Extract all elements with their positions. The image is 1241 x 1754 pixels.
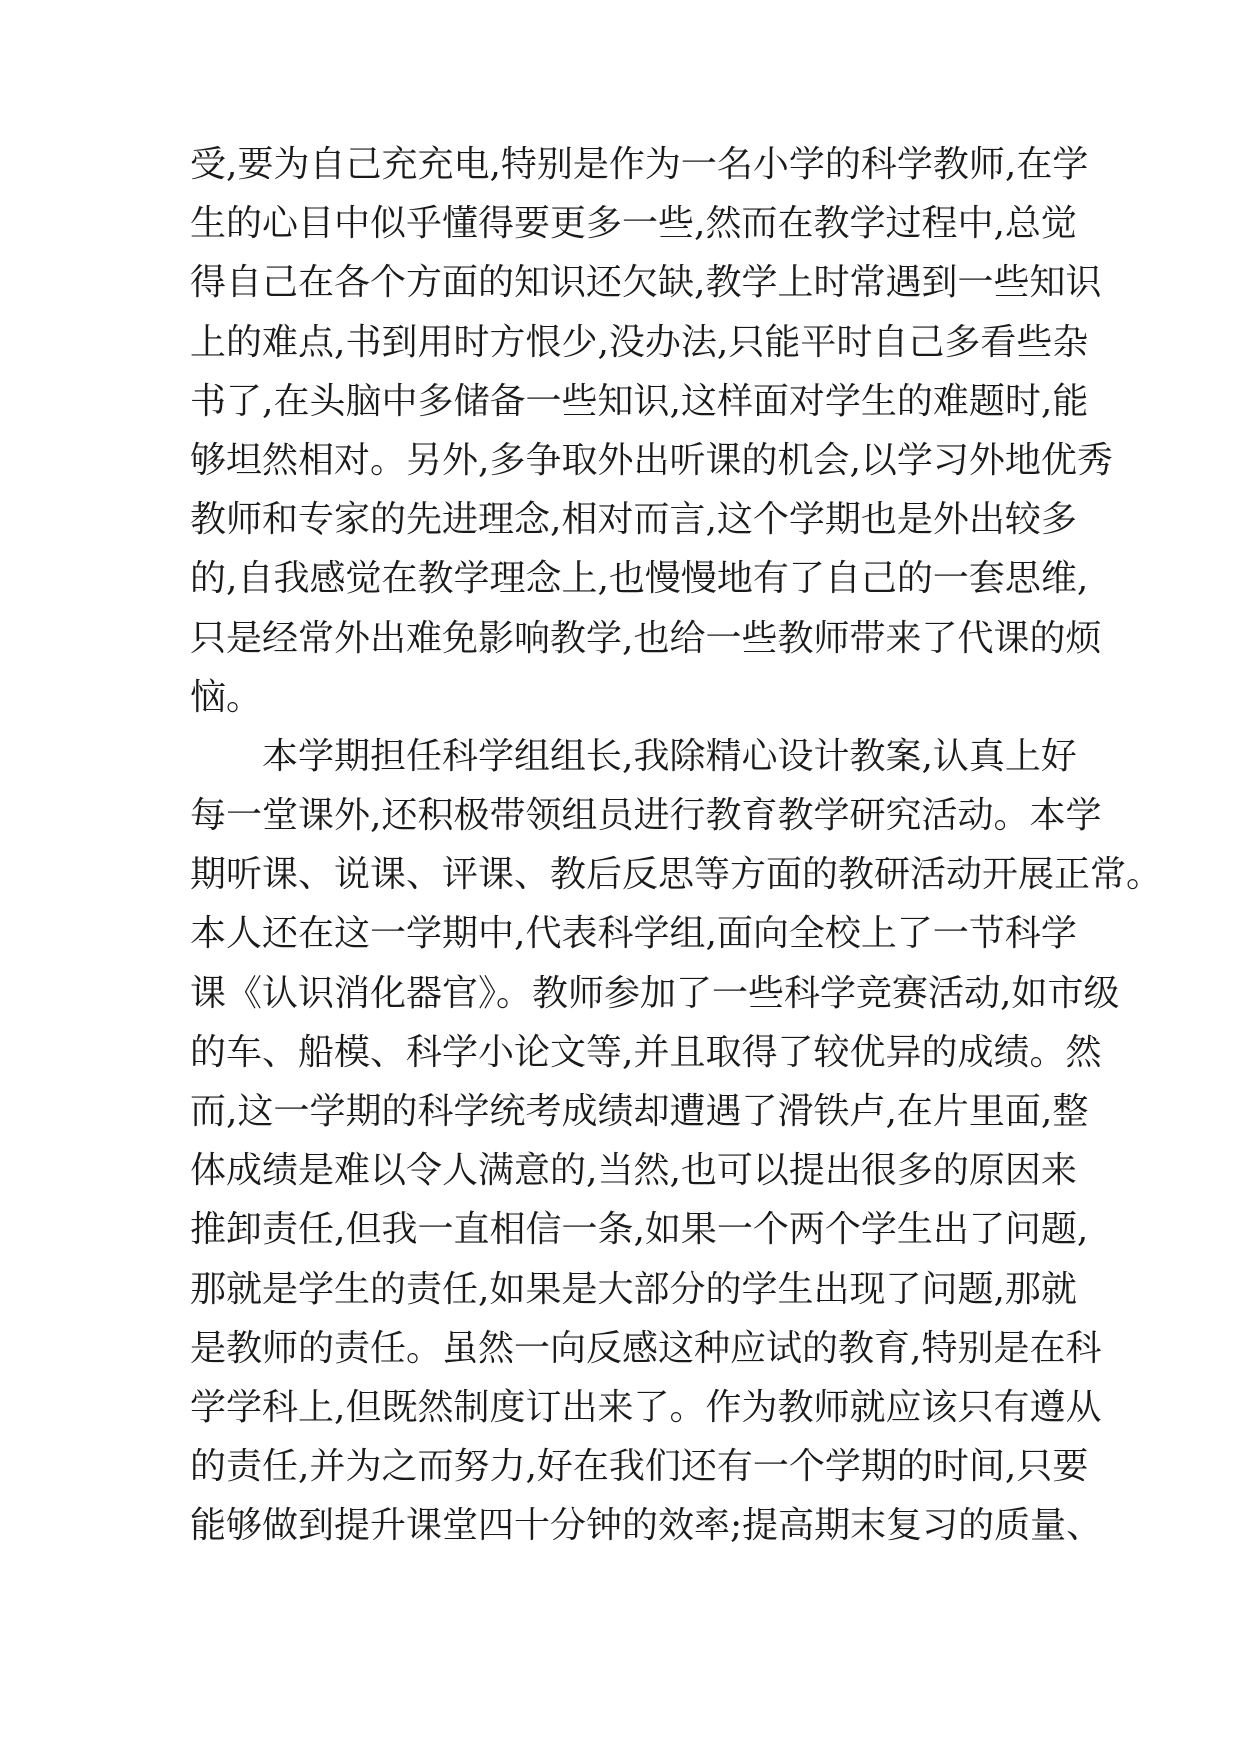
text-line: 生的心目中似乎懂得要更多一些,然而在教学过程中,总觉 xyxy=(190,203,1077,245)
body-text xyxy=(190,135,1163,1556)
text-line: 教师和专家的先进理念,相对而言,这个学期也是外出较多 xyxy=(190,499,1077,541)
text-line: 而,这一学期的科学统考成绩却遭遇了滑铁卢,在片里面,整 xyxy=(190,1091,1089,1132)
text-line: 书了,在头脑中多储备一些知识,这样面对学生的难题时,能 xyxy=(190,380,1089,422)
text-line: 恼。 xyxy=(190,676,263,718)
text-line: 是教师的责任。虽然一向反感这种应试的教育,特别是在科 xyxy=(190,1327,1102,1369)
text-line: 能够做到提升课堂四十分钟的效率;提高期末复习的质量、 xyxy=(190,1505,1103,1547)
text-line: 受,要为自己充充电,特别是作为一名小学的科学教师,在学 xyxy=(190,144,1089,185)
text-line: 课《认识消化器官》。教师参加了一些科学竞赛活动,如市级 xyxy=(190,972,1120,1014)
text-line: 推卸责任,但我一直相信一条,如果一个两个学生出了问题, xyxy=(190,1209,1089,1251)
text-line: 每一堂课外,还积极带领组员进行教育教学研究活动。本学 xyxy=(190,795,1102,837)
text-line: 的车、船模、科学小论文等,并且取得了较优异的成绩。然 xyxy=(190,1031,1102,1073)
paragraph-start-line: 本学期担任科学组组长,我除精心设计教案,认真上好 xyxy=(262,735,1077,777)
text-line: 那就是学生的责任,如果是大部分的学生出现了问题,那就 xyxy=(190,1268,1077,1310)
text-line: 的,自我感觉在教学理念上,也慢慢地有了自己的一套思维, xyxy=(190,558,1089,600)
text-line: 上的难点,书到用时方恨少,没办法,只能平时自己多看些杂 xyxy=(190,321,1089,363)
text-line: 得自己在各个方面的知识还欠缺,教学上时常遇到一些知识 xyxy=(190,262,1102,304)
text-line: 期听课、说课、评课、教后反思等方面的教研活动开展正常。 xyxy=(190,854,1163,896)
text-line: 本人还在这一学期中,代表科学组,面向全校上了一节科学 xyxy=(190,913,1077,955)
text-line: 只是经常外出难免影响教学,也给一些教师带来了代课的烦 xyxy=(190,617,1102,659)
text-line: 体成绩是难以令人满意的,当然,也可以提出很多的原因来 xyxy=(190,1150,1077,1192)
text-line: 够坦然相对。另外,多争取外出听课的机会,以学习外地优秀 xyxy=(190,439,1113,481)
text-line: 的责任,并为之而努力,好在我们还有一个学期的时间,只要 xyxy=(190,1446,1089,1488)
text-line: 学学科上,但既然制度订出来了。作为教师就应该只有遵从 xyxy=(190,1386,1102,1428)
